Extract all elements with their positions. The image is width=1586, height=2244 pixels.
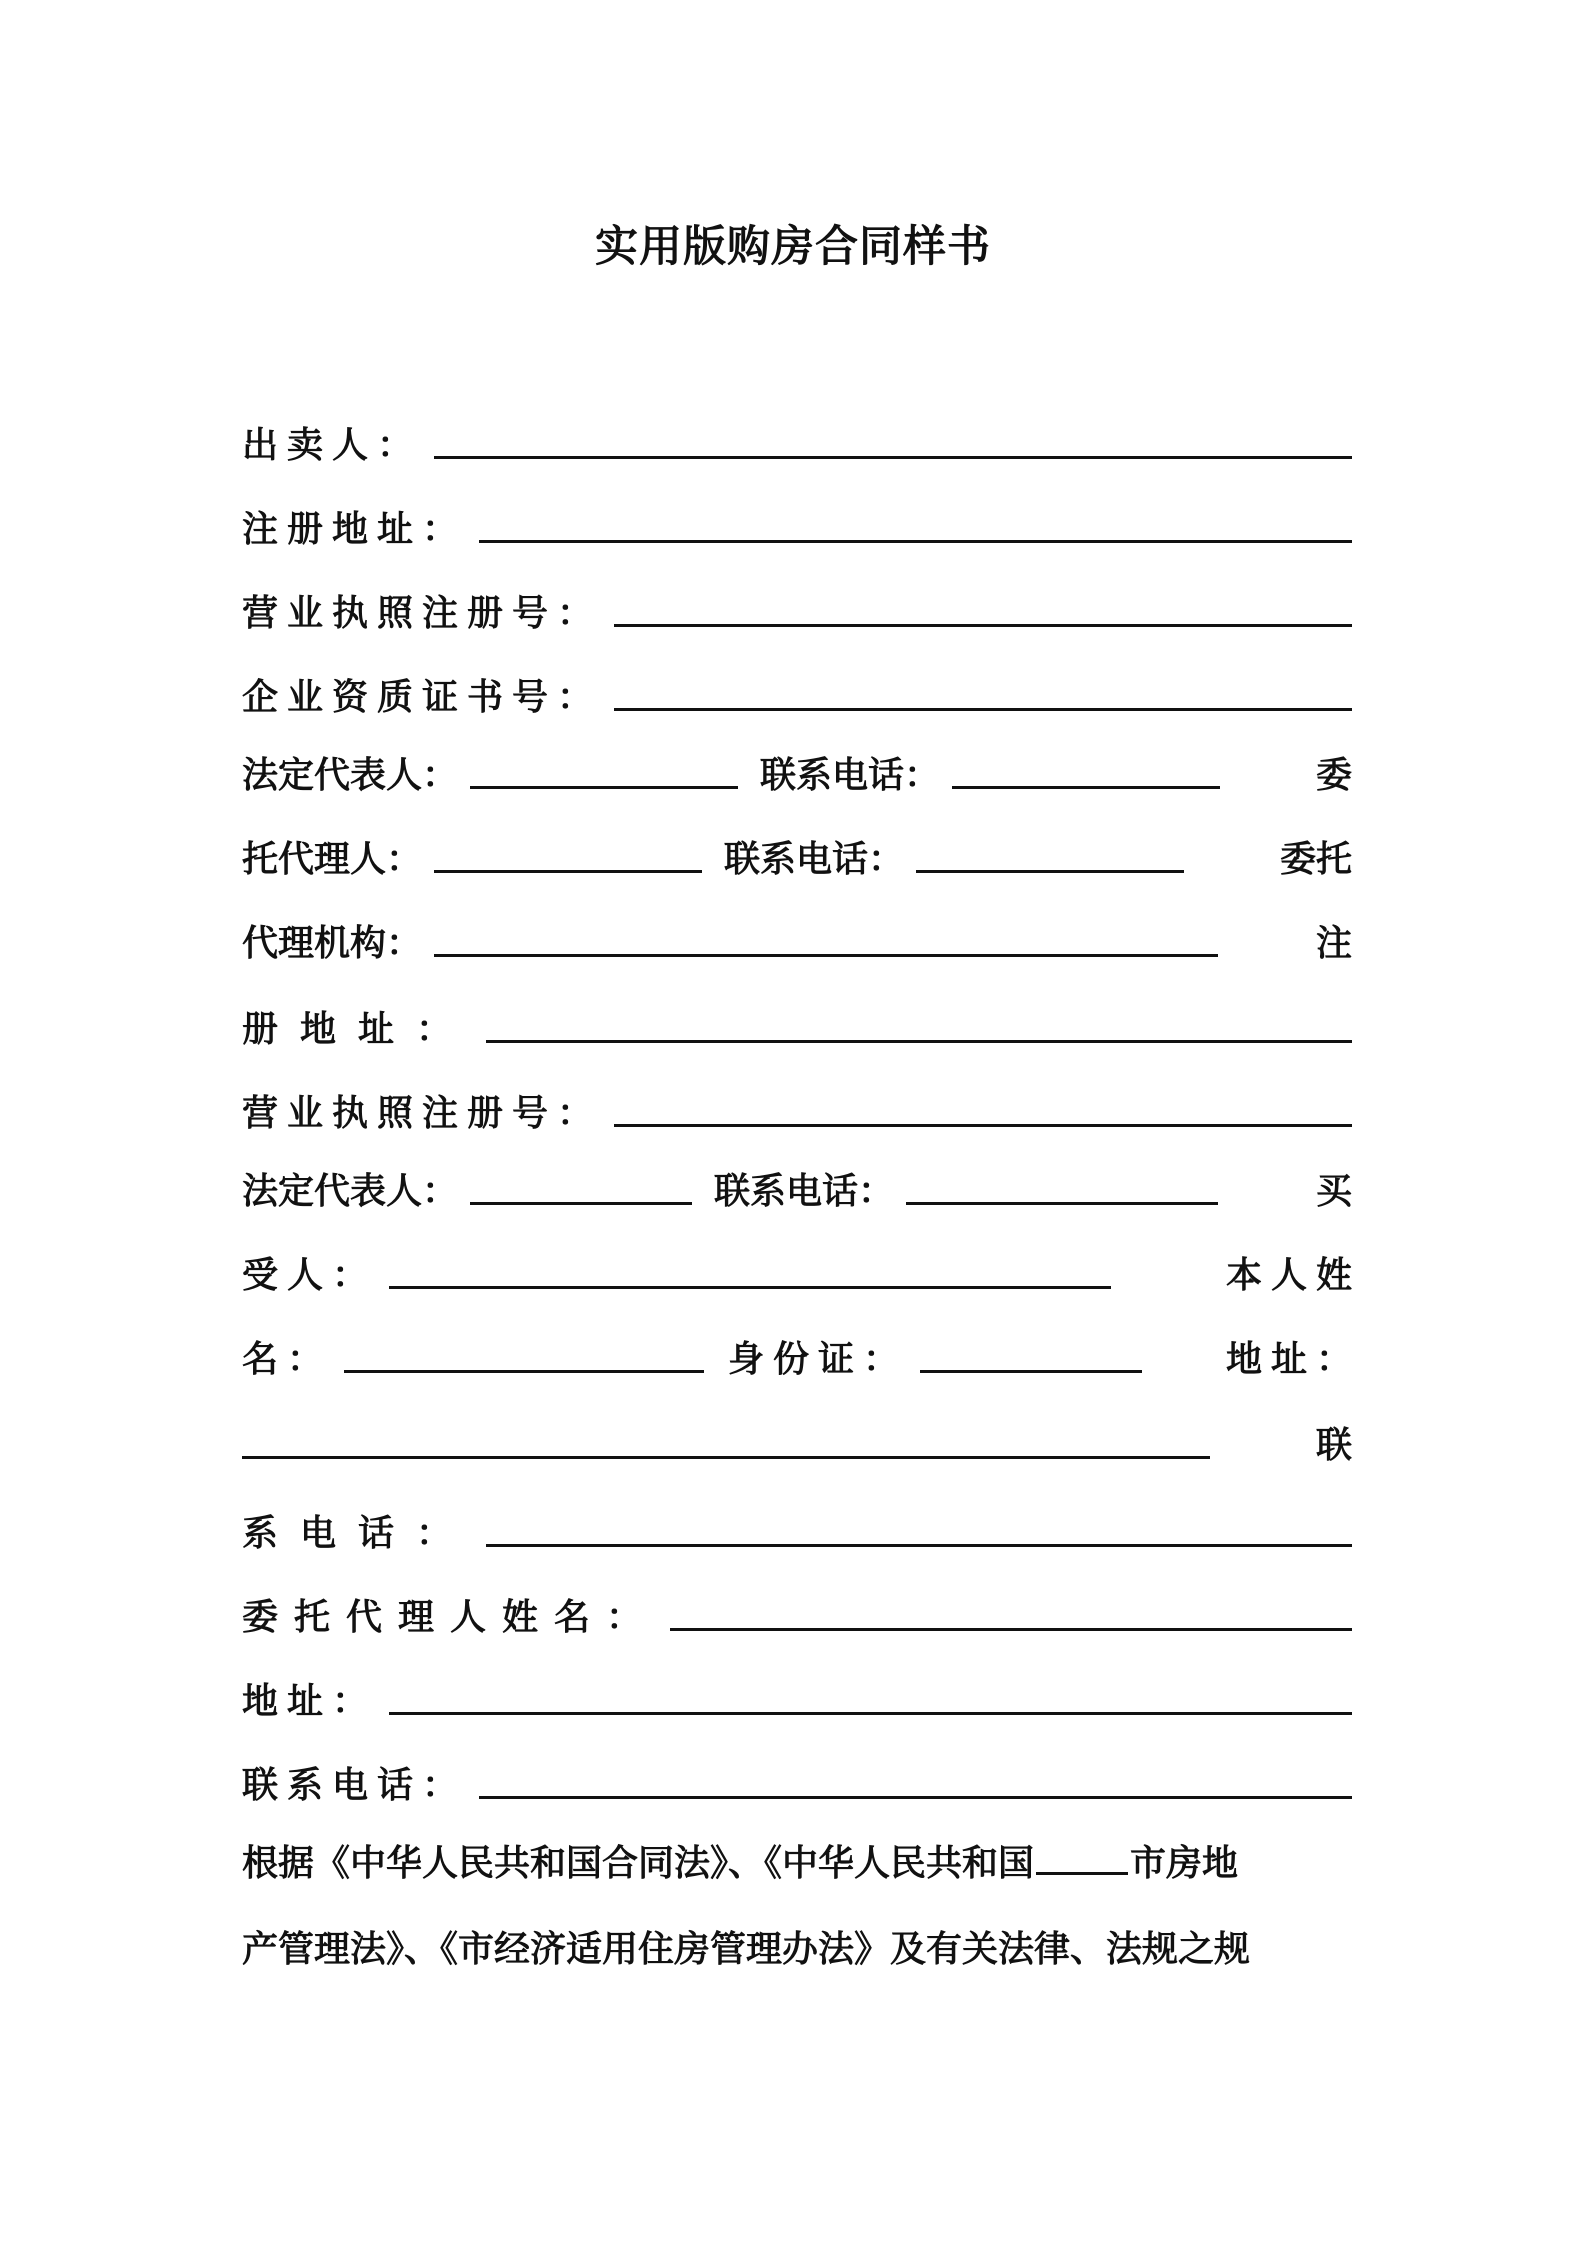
seller-agent-phone-field[interactable]	[916, 840, 1184, 873]
buyer-agent-phone-label: 联系电话：	[242, 1764, 468, 1806]
seller-license-field[interactable]	[614, 594, 1352, 627]
seller-agent-field[interactable]	[434, 840, 702, 873]
buyer-phone-label: 系电话：	[242, 1512, 475, 1554]
seller-agency-reg-field[interactable]	[486, 1010, 1352, 1043]
buyer-name-prefix: 本人姓	[1225, 1254, 1361, 1296]
seller-agent-label: 托代理人：	[242, 838, 423, 880]
buyer-agent-phone-row	[242, 1752, 1352, 1812]
seller-legal-rep-phone-field[interactable]	[952, 756, 1220, 789]
seller-agency-legal-rep-label: 法定代表人：	[242, 1170, 459, 1212]
seller-legal-rep-row	[242, 742, 1352, 802]
seller-agency-field[interactable]	[434, 924, 1218, 957]
seller-agency-prefix: 委托	[1279, 838, 1352, 880]
seller-agency-row	[242, 910, 1352, 970]
seller-agent-row	[242, 826, 1352, 886]
seller-agency-license-label: 营业执照注册号：	[242, 1092, 603, 1134]
buyer-agent-name-field[interactable]	[670, 1598, 1352, 1631]
buyer-agent-address-field[interactable]	[389, 1682, 1352, 1715]
seller-qualification-field[interactable]	[614, 678, 1352, 711]
buyer-label: 受人：	[242, 1254, 378, 1296]
buyer-address-field[interactable]	[242, 1426, 1210, 1459]
seller-agency-phone-field[interactable]	[906, 1172, 1218, 1205]
preamble-line-2	[242, 1916, 1352, 1976]
buyer-field[interactable]	[389, 1256, 1111, 1289]
seller-reg-address-row	[242, 496, 1352, 556]
buyer-agent-address-row	[242, 1668, 1352, 1728]
preamble-text-2: 产管理法》、《市经济适用住房管理办法》及有关法律、法规之规	[242, 1928, 1251, 1970]
preamble-city-field[interactable]	[1036, 1842, 1128, 1875]
buyer-phone-field[interactable]	[486, 1514, 1352, 1547]
seller-qualification-row	[242, 664, 1352, 724]
buyer-phone-row	[242, 1500, 1352, 1560]
buyer-phone-prefix: 联	[1315, 1424, 1352, 1466]
seller-name-label: 出卖人：	[242, 424, 423, 466]
buyer-agent-phone-field[interactable]	[479, 1766, 1352, 1799]
preamble-text-1b: 市房地	[1130, 1842, 1239, 1884]
seller-agent-prefix: 委	[1315, 754, 1352, 796]
seller-legal-rep-label: 法定代表人：	[242, 754, 459, 796]
seller-agency-phone-label: 联系电话：	[714, 1170, 895, 1212]
seller-reg-address-label: 注册地址：	[242, 508, 468, 550]
seller-reg-address-field[interactable]	[479, 510, 1352, 543]
buyer-agent-name-label: 委托代理人姓名：	[242, 1596, 659, 1638]
seller-agency-reg-prefix: 注	[1315, 922, 1352, 964]
seller-agency-legal-rep-row	[242, 1158, 1352, 1218]
buyer-agent-address-label: 地址：	[242, 1680, 378, 1722]
seller-agency-license-row	[242, 1080, 1352, 1140]
seller-qualification-label: 企业资质证书号：	[242, 676, 603, 718]
seller-license-row	[242, 580, 1352, 640]
seller-name-field[interactable]	[434, 426, 1352, 459]
buyer-address-label: 地址：	[1225, 1338, 1361, 1380]
buyer-name-label: 名：	[242, 1338, 333, 1380]
seller-license-label: 营业执照注册号：	[242, 592, 603, 634]
buyer-id-label: 身份证：	[728, 1338, 909, 1380]
seller-legal-rep-field[interactable]	[470, 756, 738, 789]
seller-name-row	[242, 412, 1352, 472]
preamble-line-1	[242, 1830, 1352, 1890]
seller-legal-rep-phone-label: 联系电话：	[760, 754, 941, 796]
seller-agency-reg-row	[242, 996, 1352, 1056]
buyer-name-row	[242, 1326, 1361, 1386]
buyer-row	[242, 1242, 1361, 1302]
buyer-address-row	[242, 1412, 1352, 1472]
buyer-agent-name-row	[242, 1584, 1352, 1644]
seller-agency-legal-rep-field[interactable]	[470, 1172, 692, 1205]
seller-agency-license-field[interactable]	[614, 1094, 1352, 1127]
seller-agency-label: 代理机构：	[242, 922, 423, 964]
preamble-text-1a: 根据《中华人民共和国合同法》、《中华人民共和国	[242, 1842, 1035, 1884]
seller-agent-phone-label: 联系电话：	[724, 838, 905, 880]
buyer-id-field[interactable]	[920, 1340, 1142, 1373]
document-title: 实用版购房合同样书	[595, 222, 991, 272]
seller-agency-reg-label: 册地址：	[242, 1008, 475, 1050]
buyer-name-field[interactable]	[344, 1340, 704, 1373]
buyer-prefix: 买	[1315, 1170, 1352, 1212]
